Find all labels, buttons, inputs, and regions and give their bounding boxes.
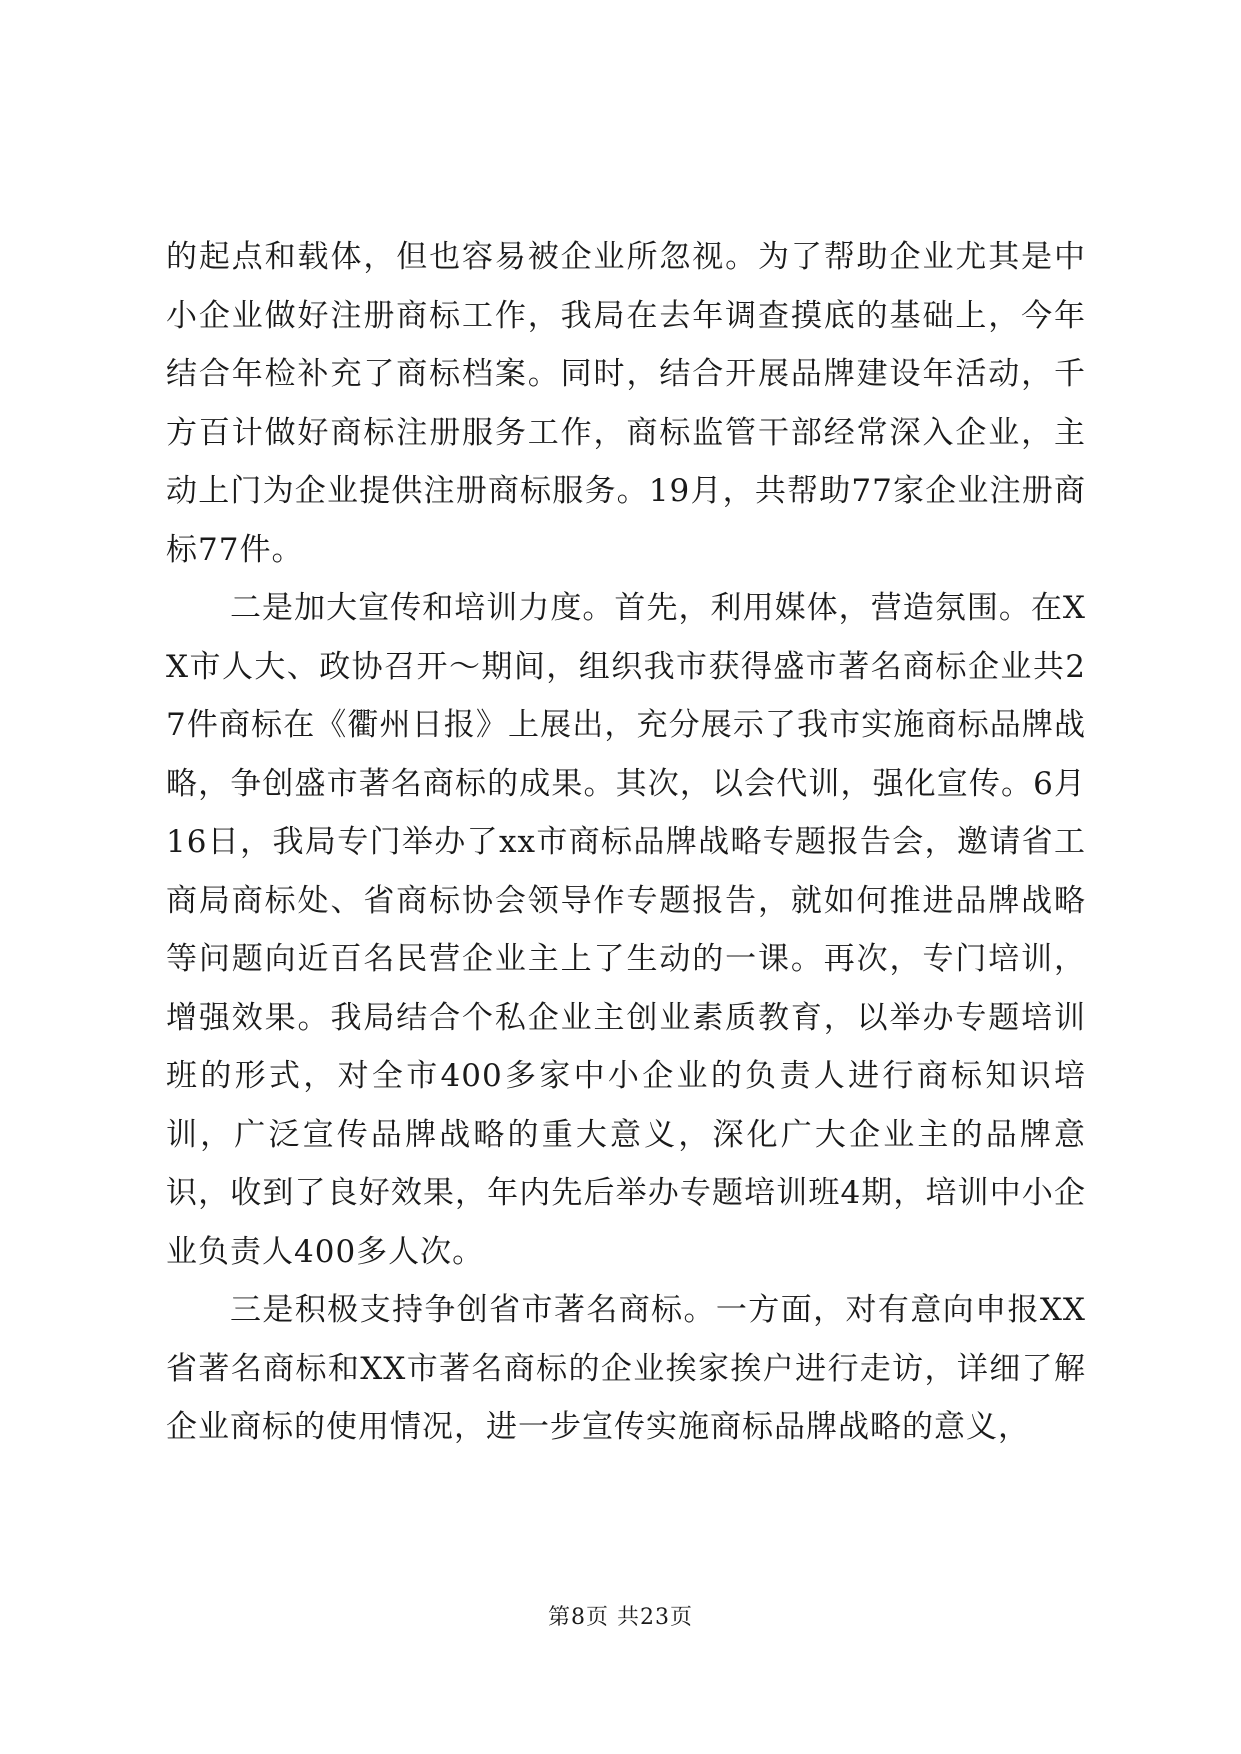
paragraph-2: 二是加大宣传和培训力度。首先，利用媒体，营造氛围。在XX市人大、政协召开～期间，组织我市获得盛市著名商标企业共27件商标在《衢州日报》上展出，充分展示了我市实施商标品牌战略，争创盛市著名商标的成果。其次，以会代训，强化宣传。6月16日，我局专门举办了xx市商标品牌战略专题报告会，邀请省工商局商标处、省商标协会领导作专题报告，就如何推进品牌战略等问题向近百名民营企业主上了生动的一课。再次，专门培训，增强效果。我局结合个私企业主创业素质教育，以举办专题培训班的形式，对全市400多家中小企业的负责人进行商标知识培训，广泛宣传品牌战略的重大意义，深化广大企业主的品牌意识，收到了良好效果，年内先后举办专题培训班4期，培训中小企业负责人400多人次。 (166, 590, 1086, 1270)
document-body (166, 228, 1086, 1457)
page-footer: 第8页 共23页 (548, 1605, 693, 1630)
paragraph-1: 的起点和载体，但也容易被企业所忽视。为了帮助企业尤其是中小企业做好注册商标工作，我局在去年调查摸底的基础上，今年结合年检补充了商标档案。同时，结合开展品牌建设年活动，千方百计做好商标注册服务工作，商标监管干部经常深入企业，主动上门为企业提供注册商标服务。19月，共帮助77家企业注册商标77件。 (166, 239, 1086, 568)
paragraph-3: 三是积极支持争创省市著名商标。一方面，对有意向申报XX省著名商标和XX市著名商标的企业挨家挨户进行走访，详细了解企业商标的使用情况，进一步宣传实施商标品牌战略的意义， (166, 1292, 1086, 1445)
